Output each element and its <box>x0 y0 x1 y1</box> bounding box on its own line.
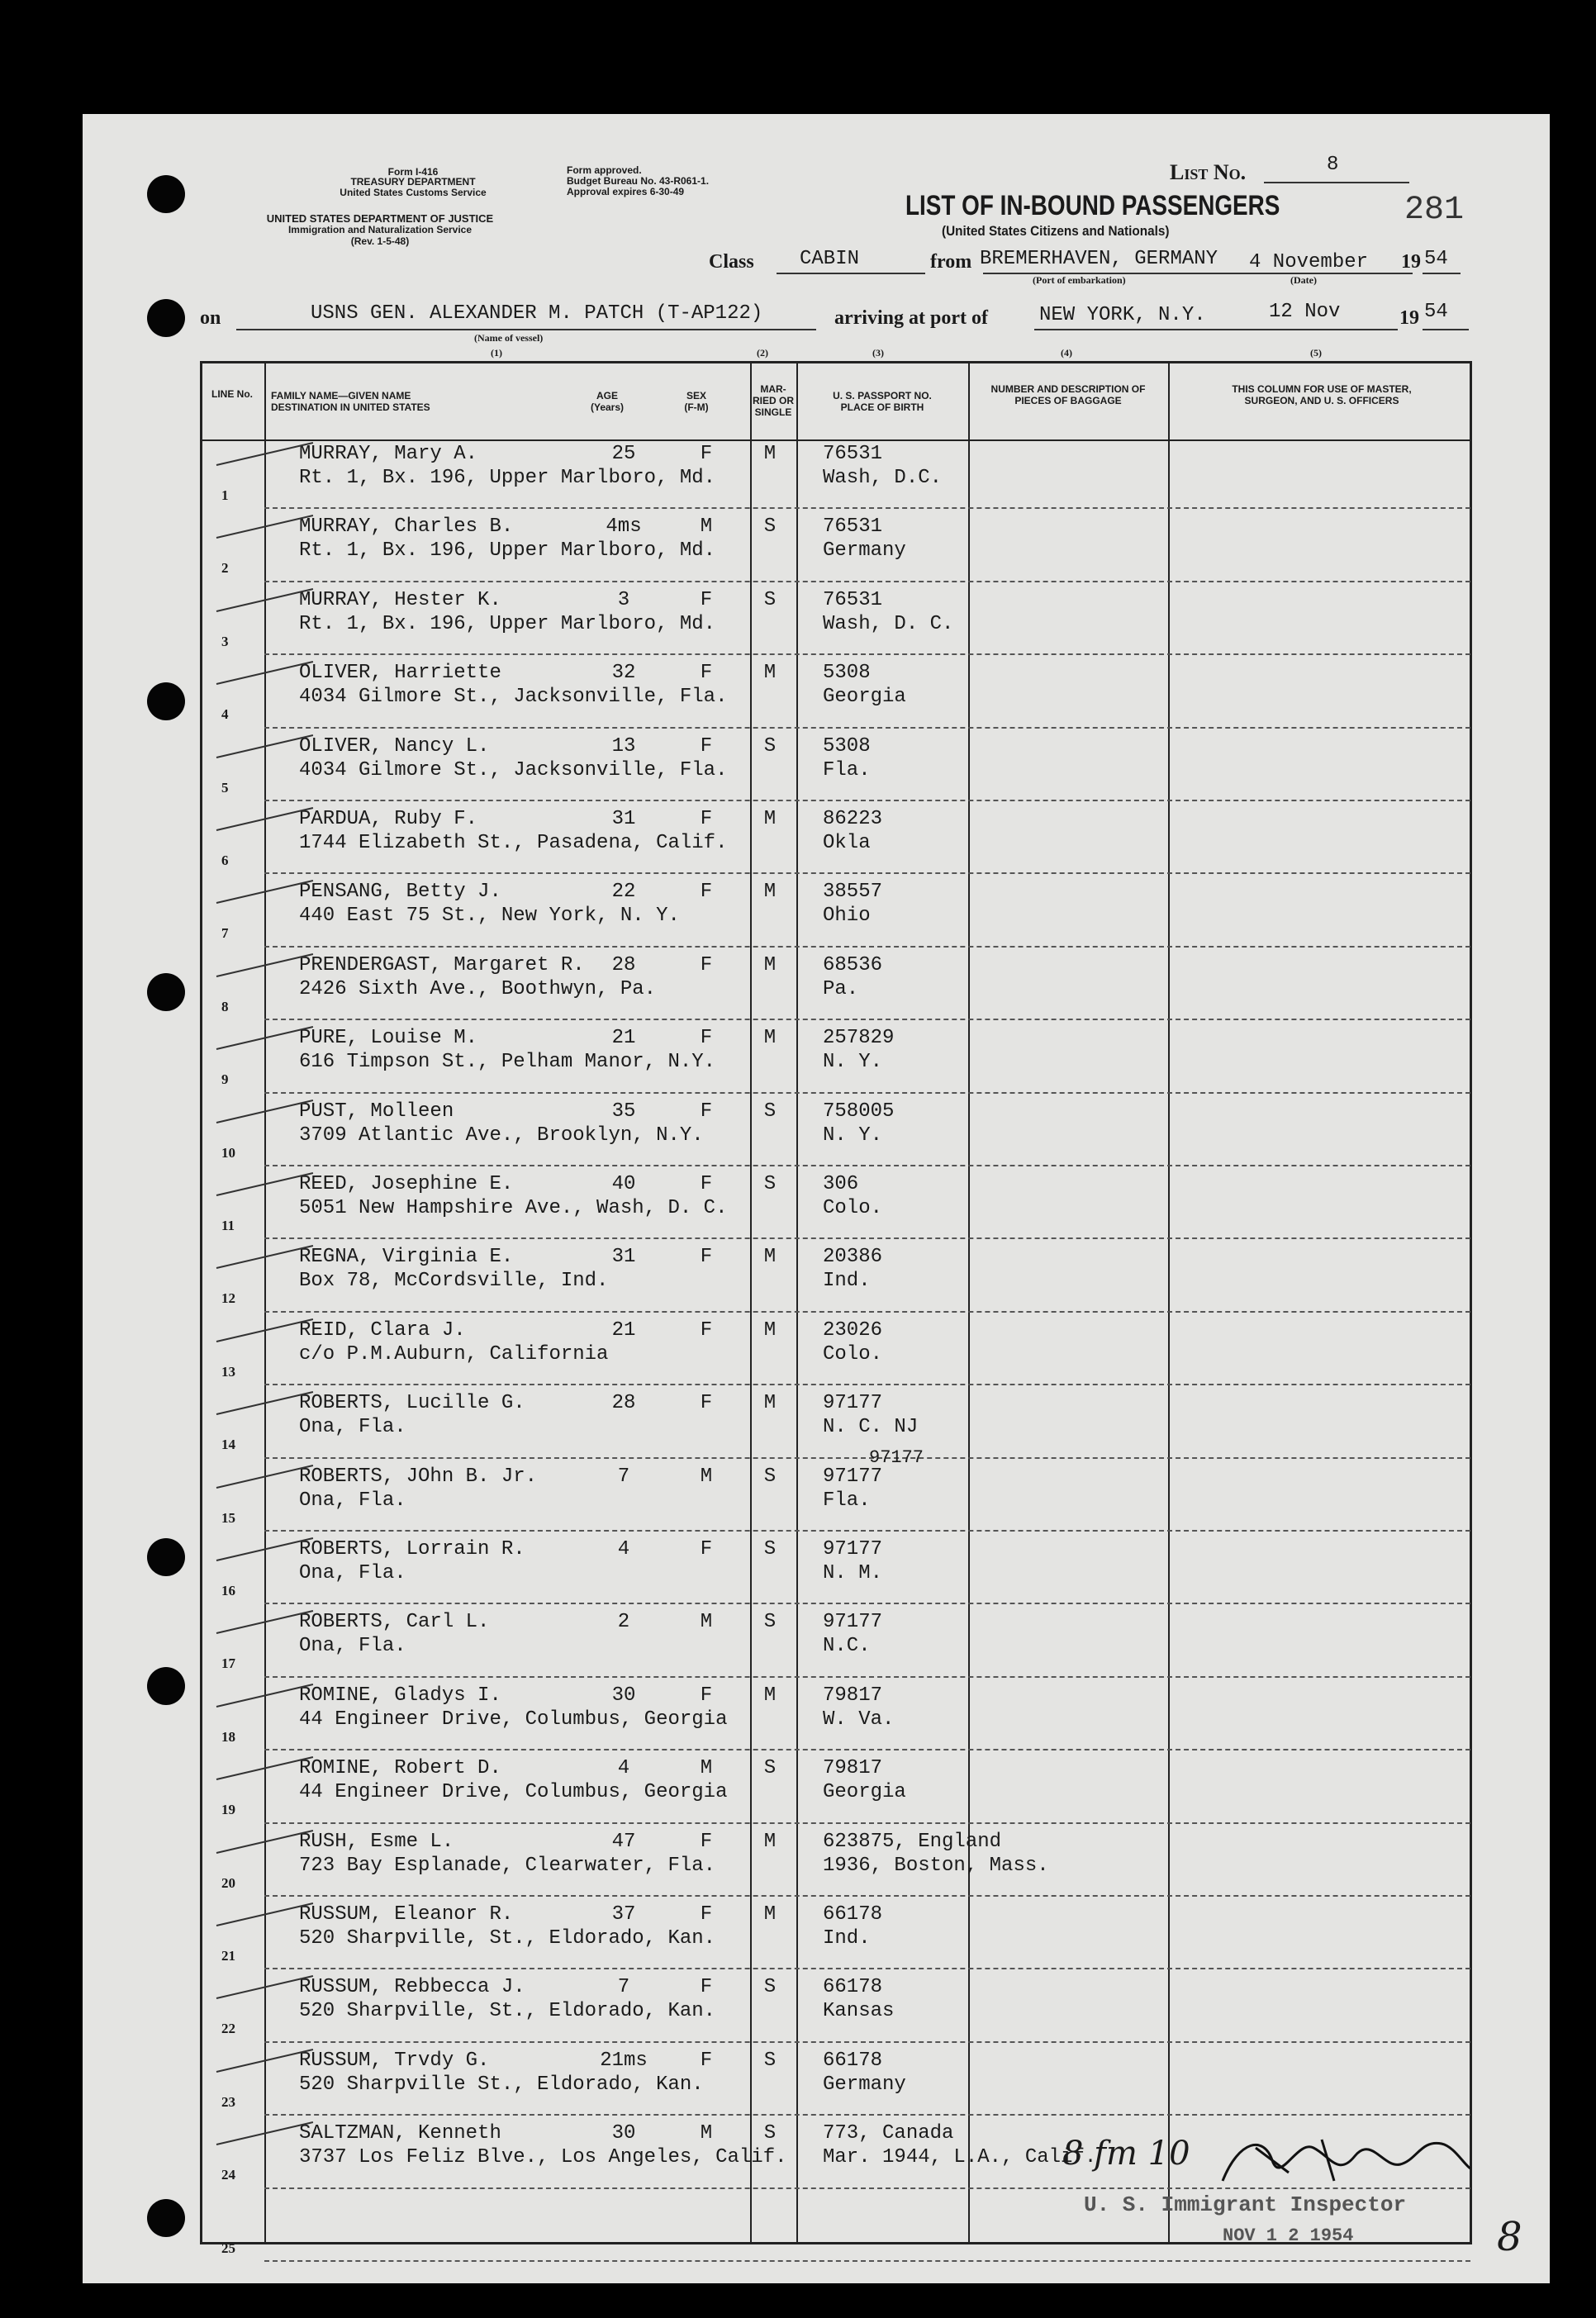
passenger-age: 22 <box>611 881 636 904</box>
line-number: 12 <box>221 1290 235 1307</box>
passenger-name: RUSH, Esme L. <box>299 1830 454 1853</box>
table-row <box>0 1024 1596 1096</box>
passenger-address: c/o P.M.Auburn, California <box>299 1342 609 1366</box>
marital-status: S <box>763 1465 777 1488</box>
passenger-address: 440 East 75 St., New York, N. Y. <box>299 905 680 928</box>
class-value: CABIN <box>800 248 860 270</box>
marital-status: S <box>763 515 777 539</box>
row-separator <box>264 1092 1470 1094</box>
passport-number: 257829 <box>823 1027 895 1050</box>
line-number: 3 <box>221 633 229 649</box>
place-of-birth: Ind. <box>823 1270 871 1293</box>
passport-number: 97177 <box>823 1392 883 1415</box>
passenger-address: 1744 Elizabeth St., Pasadena, Calif. <box>299 832 728 854</box>
from-label: from <box>930 251 972 273</box>
line-number: 2 <box>221 560 229 577</box>
line-number: 17 <box>221 1655 235 1672</box>
arrival-port: NEW YORK, N.Y. <box>1039 304 1206 326</box>
row-separator <box>264 872 1470 874</box>
inspector-stamp: U. S. Immigrant Inspector <box>1084 2192 1407 2217</box>
passenger-address: 616 Timpson St., Pelham Manor, N.Y. <box>299 1051 716 1074</box>
place-of-birth: Mar. 1944, L.A., Calif. <box>823 2146 1097 2169</box>
passenger-name: PRENDERGAST, Margaret R. <box>299 953 585 976</box>
place-of-birth: Ind. <box>823 1927 871 1950</box>
row-separator <box>264 2114 1470 2116</box>
row-separator <box>264 727 1470 729</box>
passenger-address: 520 Sharpville St., Eldorado, Kan. <box>299 2073 704 2096</box>
passport-number: 23026 <box>823 1318 883 1342</box>
passenger-sex: F <box>700 1100 713 1123</box>
line-number: 14 <box>221 1437 235 1453</box>
passenger-sex: F <box>700 1027 713 1050</box>
place-of-birth: N. Y. <box>823 1123 883 1147</box>
passenger-address: 723 Bay Esplanade, Clearwater, Fla. <box>299 1854 716 1877</box>
place-of-birth: Wash, D.C. <box>823 467 943 489</box>
line-number: 19 <box>221 1802 235 1818</box>
passenger-address: Ona, Fla. <box>299 1489 406 1512</box>
passenger-name: ROBERTS, Carl L. <box>299 1611 490 1634</box>
col-num-1: (1) <box>491 347 502 359</box>
passport-number: 97177 <box>823 1611 883 1634</box>
table-row <box>0 1242 1596 1315</box>
place-of-birth: Pa. <box>823 977 859 1000</box>
marital-status: S <box>763 1173 777 1195</box>
header-age: AGE <box>596 390 618 401</box>
passenger-address: Ona, Fla. <box>299 1562 406 1584</box>
passenger-age: 25 <box>611 443 636 465</box>
header-baggage: NUMBER AND DESCRIPTION OF PIECES OF BAGGAGE <box>990 383 1146 406</box>
customs-service: United States Customs Service <box>340 187 487 198</box>
place-of-birth: 1936, Boston, Mass. <box>823 1854 1049 1877</box>
marital-status: M <box>763 881 777 904</box>
passenger-sex: F <box>700 1903 713 1926</box>
row-separator <box>264 1749 1470 1750</box>
passenger-sex: F <box>700 1173 713 1195</box>
line-number: 5 <box>221 779 229 796</box>
table-row <box>0 805 1596 877</box>
passenger-sex: M <box>700 1465 713 1488</box>
passenger-sex: F <box>700 1830 713 1853</box>
header-passport: U. S. PASSPORT NO. <box>833 390 932 401</box>
page-number: 281 <box>1404 192 1465 229</box>
passenger-address: Rt. 1, Bx. 196, Upper Marlboro, Md. <box>299 612 716 635</box>
header-married: MAR-RIED OR SINGLE <box>752 383 794 418</box>
margin-mark: 8 <box>1497 2214 1522 2260</box>
passport-number: 773, Canada <box>823 2122 954 2145</box>
passenger-name: PUST, Molleen <box>299 1100 454 1123</box>
passenger-address: 4034 Gilmore St., Jacksonville, Fla. <box>299 686 728 709</box>
table-row <box>0 877 1596 950</box>
passenger-address: 5051 New Hampshire Ave., Wash, D. C. <box>299 1197 728 1219</box>
table-row <box>0 439 1596 512</box>
marital-status: M <box>763 1027 777 1050</box>
col-num-3: (3) <box>872 347 884 359</box>
passenger-age: 40 <box>611 1173 636 1195</box>
row-separator <box>264 1457 1470 1459</box>
passport-number: 76531 <box>823 515 883 539</box>
passenger-age: 3 <box>617 588 630 611</box>
table-row <box>0 951 1596 1024</box>
list-no-label: List No. <box>1170 160 1247 184</box>
passenger-name: PENSANG, Betty J. <box>299 881 501 904</box>
table-row <box>0 2046 1596 2119</box>
passport-number: 68536 <box>823 953 883 976</box>
marital-status: M <box>763 1246 777 1269</box>
passenger-name: ROBERTS, Lucille G. <box>299 1392 525 1415</box>
line-number: 13 <box>221 1363 235 1380</box>
table-row <box>0 1681 1596 1754</box>
place-of-birth: Colo. <box>823 1197 883 1219</box>
passenger-age: 30 <box>611 2122 636 2145</box>
year-prefix: 19 <box>1401 251 1421 273</box>
row-separator <box>264 1384 1470 1385</box>
form-approved: Form approved. <box>567 164 642 176</box>
line-number: 23 <box>221 2093 235 2110</box>
table-row <box>0 512 1596 585</box>
header-sex: SEX <box>686 390 706 401</box>
col-num-2: (2) <box>757 347 768 359</box>
header-birth: PLACE OF BIRTH <box>840 401 924 413</box>
row-separator <box>264 946 1470 948</box>
table-row <box>0 1900 1596 1973</box>
passport-number: 76531 <box>823 588 883 611</box>
passport-number: 20386 <box>823 1246 883 1269</box>
passenger-sex: F <box>700 443 713 465</box>
budget-bureau: Budget Bureau No. 43-R061-1. <box>567 175 710 187</box>
passenger-sex: F <box>700 953 713 976</box>
passenger-sex: F <box>700 808 713 830</box>
place-of-birth: Fla. <box>823 1489 871 1512</box>
passport-number: 623875, England <box>823 1830 1002 1853</box>
passenger-age: 2 <box>617 1611 630 1634</box>
arrival-year: 54 <box>1424 301 1448 323</box>
stamp-date: NOV 1 2 1954 <box>1223 2225 1354 2246</box>
passport-number: 66178 <box>823 1903 883 1926</box>
marital-status: M <box>763 1318 777 1342</box>
passenger-sex: F <box>700 734 713 758</box>
passenger-address: Ona, Fla. <box>299 1416 406 1439</box>
passenger-name: MURRAY, Hester K. <box>299 588 501 611</box>
line-number: 18 <box>221 1728 235 1745</box>
table-row <box>0 658 1596 731</box>
line-number: 25 <box>221 2240 235 2256</box>
port-caption: (Port of embarkation) <box>1033 274 1126 286</box>
passenger-age: 4 <box>617 1538 630 1560</box>
passenger-address: 44 Engineer Drive, Columbus, Georgia <box>299 1708 728 1731</box>
header-officers: THIS COLUMN FOR USE OF MASTER, SURGEON, AND U. S. OFFICERS <box>1232 383 1412 406</box>
on-label: on <box>200 307 221 329</box>
header-family-name: FAMILY NAME—GIVEN NAME <box>271 390 411 401</box>
passenger-name: OLIVER, Nancy L. <box>299 734 490 758</box>
passport-number: 758005 <box>823 1100 895 1123</box>
passenger-name: ROMINE, Robert D. <box>299 1757 501 1780</box>
table-row <box>0 1973 1596 2045</box>
passport-number: 38557 <box>823 881 883 904</box>
passenger-sex: M <box>700 2122 713 2145</box>
passenger-address: 3737 Los Feliz Blve., Los Angeles, Calif. <box>299 2146 787 2169</box>
punch-hole <box>147 175 185 213</box>
passenger-age: 31 <box>611 1246 636 1269</box>
passenger-address: 520 Sharpville, St., Eldorado, Kan. <box>299 1927 716 1950</box>
passport-number: 306 <box>823 1173 859 1195</box>
passenger-sex: F <box>700 1318 713 1342</box>
line-number: 10 <box>221 1144 235 1161</box>
passport-number: 97177 <box>823 1538 883 1560</box>
row-separator <box>264 2041 1470 2043</box>
marital-status: S <box>763 588 777 611</box>
place-of-birth: Wash, D. C. <box>823 612 954 635</box>
header-sex-sub: (F-M) <box>684 401 709 413</box>
passenger-sex: F <box>700 1538 713 1560</box>
place-of-birth: N. M. <box>823 1562 883 1584</box>
row-separator <box>264 1237 1470 1239</box>
row-separator <box>264 581 1470 582</box>
passport-number: 66178 <box>823 1976 883 1999</box>
passenger-sex: F <box>700 2049 713 2072</box>
row-separator <box>264 1895 1470 1897</box>
col-num-5: (5) <box>1310 347 1322 359</box>
passenger-address: 3709 Atlantic Ave., Brooklyn, N.Y. <box>299 1123 704 1147</box>
passenger-age: 7 <box>617 1976 630 1999</box>
passport-number: 76531 <box>823 443 883 465</box>
punch-hole <box>147 299 185 337</box>
handwritten-note: 8 fm 10 <box>1062 2135 1190 2173</box>
table-row <box>0 1827 1596 1900</box>
place-of-birth: Kansas <box>823 2000 895 2023</box>
passenger-age: 28 <box>611 1392 636 1415</box>
passenger-address: 520 Sharpville, St., Eldorado, Kan. <box>299 2000 716 2023</box>
row-separator <box>264 800 1470 801</box>
marital-status: M <box>763 662 777 685</box>
place-of-birth: Fla. <box>823 758 871 781</box>
passenger-address: 4034 Gilmore St., Jacksonville, Fla. <box>299 758 728 781</box>
row-separator <box>264 653 1470 655</box>
passenger-name: MURRAY, Mary A. <box>299 443 478 465</box>
line-number: 9 <box>221 1071 229 1088</box>
table-row <box>0 1316 1596 1389</box>
header-destination: DESTINATION IN UNITED STATES <box>271 401 430 413</box>
passenger-name: REGNA, Virginia E. <box>299 1246 514 1269</box>
marital-status: S <box>763 1757 777 1780</box>
row-separator <box>264 2260 1470 2262</box>
passenger-name: ROBERTS, JOhn B. Jr. <box>299 1465 538 1488</box>
passenger-sex: M <box>700 515 713 539</box>
passenger-sex: F <box>700 1684 713 1707</box>
row-separator <box>264 1968 1470 1969</box>
passenger-address: Ona, Fla. <box>299 1635 406 1658</box>
header-age-sub: (Years) <box>590 401 625 413</box>
table-row <box>0 1754 1596 1826</box>
col-num-4: (4) <box>1061 347 1072 359</box>
arrival-date: 12 Nov <box>1269 301 1341 323</box>
date-of-embarkation: 4 November <box>1249 251 1369 273</box>
passenger-name: OLIVER, Harriette <box>299 662 501 685</box>
place-of-birth: Germany <box>823 2073 906 2096</box>
line-number: 22 <box>221 2021 235 2037</box>
passenger-age: 4ms <box>606 515 642 539</box>
passenger-name: ROMINE, Gladys I. <box>299 1684 501 1707</box>
place-of-birth: Colo. <box>823 1342 883 1366</box>
passport-number: 66178 <box>823 2049 883 2072</box>
row-separator <box>264 1311 1470 1313</box>
passport-number: 79817 <box>823 1757 883 1780</box>
passenger-name: RUSSUM, Rebbecca J. <box>299 1976 525 1999</box>
passenger-sex: F <box>700 1392 713 1415</box>
passenger-name: RUSSUM, Eleanor R. <box>299 1903 514 1926</box>
passenger-address: 2426 Sixth Ave., Boothwyn, Pa. <box>299 977 657 1000</box>
passenger-name: RUSSUM, Trvdy G. <box>299 2049 490 2072</box>
passenger-age: 7 <box>617 1465 630 1488</box>
passenger-age: 47 <box>611 1830 636 1853</box>
place-of-birth: Ohio <box>823 905 871 928</box>
row-separator <box>264 1019 1470 1020</box>
passport-number: 79817 <box>823 1684 883 1707</box>
passport-number: 86223 <box>823 808 883 830</box>
line-number: 20 <box>221 1874 235 1891</box>
marital-status: M <box>763 953 777 976</box>
year-embark: 54 <box>1424 248 1448 270</box>
port-of-embarkation: BREMERHAVEN, GERMANY <box>980 248 1218 270</box>
list-no-value: 8 <box>1327 154 1339 176</box>
ins-service: Immigration and Naturalization Service <box>287 224 473 235</box>
passenger-name: PURE, Louise M. <box>299 1027 478 1050</box>
passenger-age: 35 <box>611 1100 636 1123</box>
line-number: 21 <box>221 1948 235 1964</box>
extra-passport-annotation: 97177 <box>869 1447 924 1468</box>
line-number: 8 <box>221 998 229 1014</box>
place-of-birth: N. Y. <box>823 1051 883 1074</box>
passenger-sex: M <box>700 1611 713 1634</box>
vessel-name: USNS GEN. ALEXANDER M. PATCH (T-AP122) <box>311 302 763 325</box>
approval-expires: Approval expires 6-30-49 <box>567 186 685 197</box>
passenger-age: 32 <box>611 662 636 685</box>
table-row <box>0 1170 1596 1242</box>
passenger-age: 31 <box>611 808 636 830</box>
arrival-year-prefix: 19 <box>1399 307 1419 329</box>
row-separator <box>264 507 1470 509</box>
passenger-age: 21ms <box>600 2049 648 2072</box>
row-separator <box>264 1676 1470 1678</box>
justice-dept: UNITED STATES DEPARTMENT OF JUSTICE <box>266 212 494 225</box>
line-number: 16 <box>221 1583 235 1598</box>
table-row <box>0 586 1596 658</box>
marital-status: S <box>763 1538 777 1560</box>
passenger-address: Rt. 1, Bx. 196, Upper Marlboro, Md. <box>299 539 716 563</box>
passenger-address: 44 Engineer Drive, Columbus, Georgia <box>299 1781 728 1804</box>
arriving-label: arriving at port of <box>834 307 988 329</box>
form-revision: (Rev. 1-5-48) <box>350 235 410 247</box>
table-row <box>0 1462 1596 1535</box>
passenger-name: SALTZMAN, Kenneth <box>299 2122 501 2145</box>
class-label: Class <box>709 251 754 273</box>
passenger-name: REED, Josephine E. <box>299 1173 514 1195</box>
line-number: 15 <box>221 1509 235 1526</box>
marital-status: M <box>763 443 777 465</box>
line-number: 11 <box>221 1218 235 1233</box>
vessel-caption: (Name of vessel) <box>474 332 544 344</box>
passenger-name: PARDUA, Ruby F. <box>299 808 478 830</box>
passenger-age: 21 <box>611 1318 636 1342</box>
passenger-address: Rt. 1, Bx. 196, Upper Marlboro, Md. <box>299 467 716 489</box>
passenger-sex: F <box>700 1246 713 1269</box>
header-line-no: LINE No. <box>211 388 253 400</box>
passenger-age: 30 <box>611 1684 636 1707</box>
place-of-birth: N.C. <box>823 1635 871 1658</box>
passport-number: 97177 <box>823 1465 883 1488</box>
table-row <box>0 732 1596 805</box>
date-caption: (Date) <box>1290 274 1317 286</box>
row-separator <box>264 1603 1470 1604</box>
line-number: 6 <box>221 853 229 868</box>
line-number: 1 <box>221 487 229 503</box>
marital-status: S <box>763 1100 777 1123</box>
passenger-sex: F <box>700 881 713 904</box>
passenger-name: MURRAY, Charles B. <box>299 515 514 539</box>
marital-status: M <box>763 1392 777 1415</box>
passenger-name: ROBERTS, Lorrain R. <box>299 1538 525 1560</box>
line-number: 4 <box>221 706 229 723</box>
passenger-age: 37 <box>611 1903 636 1926</box>
marital-status: M <box>763 1830 777 1853</box>
marital-status: S <box>763 2049 777 2072</box>
passenger-age: 28 <box>611 953 636 976</box>
place-of-birth: Okla <box>823 832 871 854</box>
marital-status: M <box>763 1903 777 1926</box>
marital-status: S <box>763 1611 777 1634</box>
place-of-birth: W. Va. <box>823 1708 895 1731</box>
passport-number: 5308 <box>823 662 871 685</box>
table-row <box>0 1097 1596 1170</box>
table-row <box>0 1608 1596 1680</box>
row-separator <box>264 1822 1470 1824</box>
passenger-sex: M <box>700 1757 713 1780</box>
place-of-birth: Georgia <box>823 686 906 709</box>
passenger-age: 21 <box>611 1027 636 1050</box>
passport-number: 5308 <box>823 734 871 758</box>
place-of-birth: N. C. NJ <box>823 1416 919 1439</box>
passenger-age: 13 <box>611 734 636 758</box>
treasury-dept: TREASURY DEPARTMENT <box>350 176 476 188</box>
inspector-signature <box>1206 2123 1479 2197</box>
marital-status: M <box>763 808 777 830</box>
marital-status: S <box>763 734 777 758</box>
marital-status: S <box>763 1976 777 1999</box>
marital-status: S <box>763 2122 777 2145</box>
passenger-sex: F <box>700 662 713 685</box>
form-number: Form I-416 <box>387 166 439 178</box>
passenger-age: 4 <box>617 1757 630 1780</box>
passenger-sex: F <box>700 588 713 611</box>
passenger-address: Box 78, McCordsville, Ind. <box>299 1270 609 1293</box>
place-of-birth: Germany <box>823 539 906 563</box>
passenger-sex: F <box>700 1976 713 1999</box>
row-separator <box>264 1530 1470 1532</box>
page-subtitle: (United States Citizens and Nationals) <box>942 223 1170 239</box>
place-of-birth: Georgia <box>823 1781 906 1804</box>
line-number: 7 <box>221 925 229 942</box>
row-separator <box>264 1165 1470 1166</box>
marital-status: M <box>763 1684 777 1707</box>
passenger-name: REID, Clara J. <box>299 1318 466 1342</box>
page-title: LIST OF IN-BOUND PASSENGERS <box>905 190 1280 221</box>
table-row <box>0 1535 1596 1608</box>
table-row <box>0 1389 1596 1461</box>
line-number: 24 <box>221 2167 235 2183</box>
